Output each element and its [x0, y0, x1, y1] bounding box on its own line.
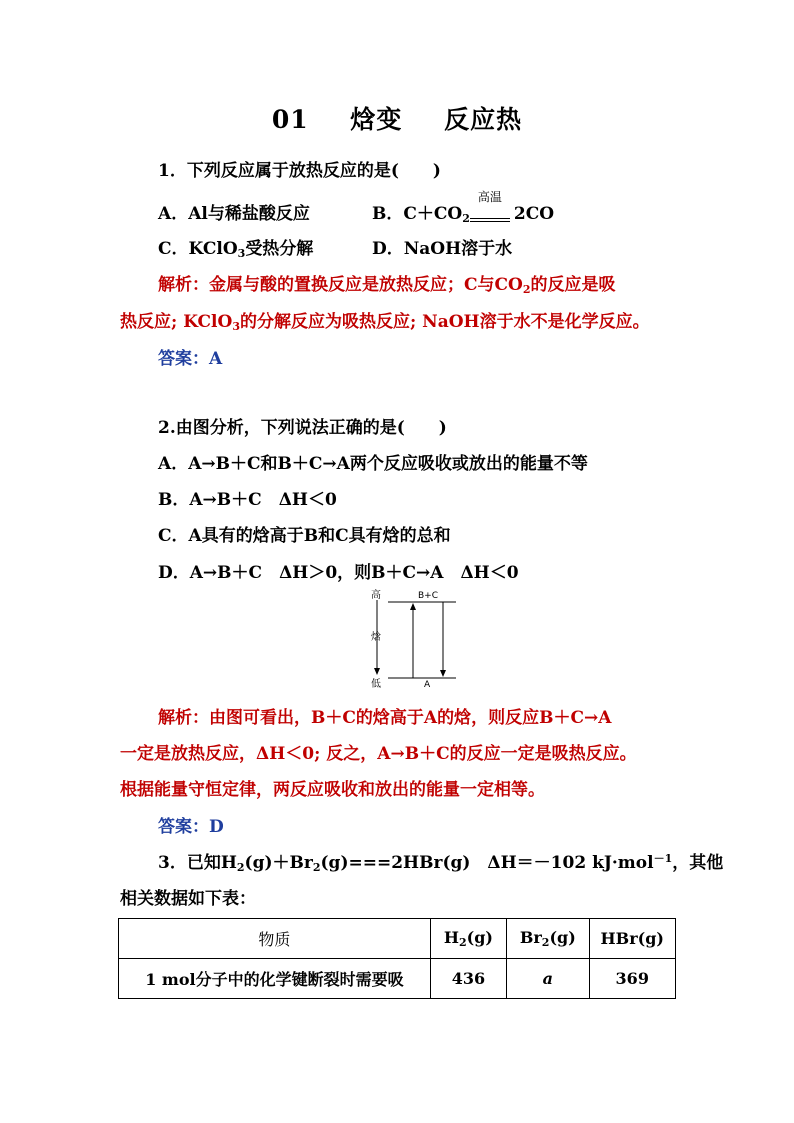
q1-answer: 答案：A: [158, 349, 223, 369]
q1-option-b: B．$C+CO_2$ 高温 2CO: [372, 190, 555, 225]
table-header-row: [119, 919, 676, 959]
cell-h2: 436: [430, 959, 506, 999]
q1-analysis-line2: 热反应; KClO$_3$的分解反应为吸热反应; NaOH溶于水不是化学反应。: [120, 312, 650, 333]
q2-stem: 2.由图分析，下列说法正确的是( ): [158, 418, 447, 438]
title-number: 01: [271, 105, 309, 134]
reaction-condition: 高温: [470, 204, 510, 222]
q1-option-d: D．NaOH溶于水: [372, 239, 513, 259]
label-axis: 焓: [371, 632, 381, 643]
header-h2: $H_2(g)$: [430, 919, 506, 959]
q1-option-a: A．Al与稀盐酸反应: [158, 204, 310, 224]
label-low: 低: [371, 679, 381, 688]
header-hbr: HBr(g): [589, 919, 676, 959]
q1-option-c: C．KClO$_3$受热分解: [158, 239, 314, 260]
q2-answer: 答案：D: [158, 817, 224, 837]
page-title: [0, 100, 794, 136]
header-br2: $Br_2(g)$: [507, 919, 589, 959]
q2-analysis-line1: 解析：由图可看出，B＋C的焓高于A的焓，则反应B＋C→A: [158, 708, 612, 728]
q1-analysis-line1: 解析：金属与酸的置换反应是放热反应；C与$CO_2$的反应是吸: [158, 275, 616, 296]
q2-analysis-line3: 根据能量守恒定律，两反应吸收和放出的能量一定相等。: [120, 780, 545, 800]
cell-hbr: 369: [589, 959, 676, 999]
arrow-down-head: [440, 670, 446, 677]
bond-energy-table: [118, 918, 676, 999]
q2-option-c: C．A具有的焓高于B和C具有焓的总和: [158, 526, 451, 546]
q2-option-d: D．A→B＋C ΔH＞0，则B＋C→A ΔH＜0: [158, 563, 519, 583]
table-row: [119, 959, 676, 999]
label-high: 高: [371, 590, 381, 601]
title-part2: 反应热: [444, 105, 523, 134]
q1-stem: 1．下列反应属于放热反应的是( ): [158, 161, 441, 181]
q2-option-b: B．A→B＋C ΔH＜0: [158, 490, 337, 510]
arrow-up-head: [410, 603, 416, 610]
q3-stem-line2: 相关数据如下表：: [120, 889, 256, 909]
header-substance: 物质: [119, 919, 431, 959]
row-label: 1 mol分子中的化学键断裂时需要吸: [119, 959, 431, 999]
q2-option-a: A．A→B＋C和B＋C→A两个反应吸收或放出的能量不等: [158, 454, 588, 474]
label-bc: B+C: [418, 591, 438, 601]
title-part1: 焓变: [350, 105, 403, 134]
enthalpy-diagram: [368, 586, 458, 688]
q3-stem-line1: 3．已知$H_2(g)+Br_2(g)===2HBr(g)$ ΔH＝－102 kJ·mol$^{-1}$，其他: [158, 852, 724, 874]
axis-arrow: [374, 668, 380, 675]
cell-br2: a: [507, 959, 589, 999]
label-a: A: [424, 680, 431, 688]
q2-analysis-line2: 一定是放热反应，ΔH＜0; 反之，A→B＋C的反应一定是吸热反应。: [120, 744, 637, 764]
